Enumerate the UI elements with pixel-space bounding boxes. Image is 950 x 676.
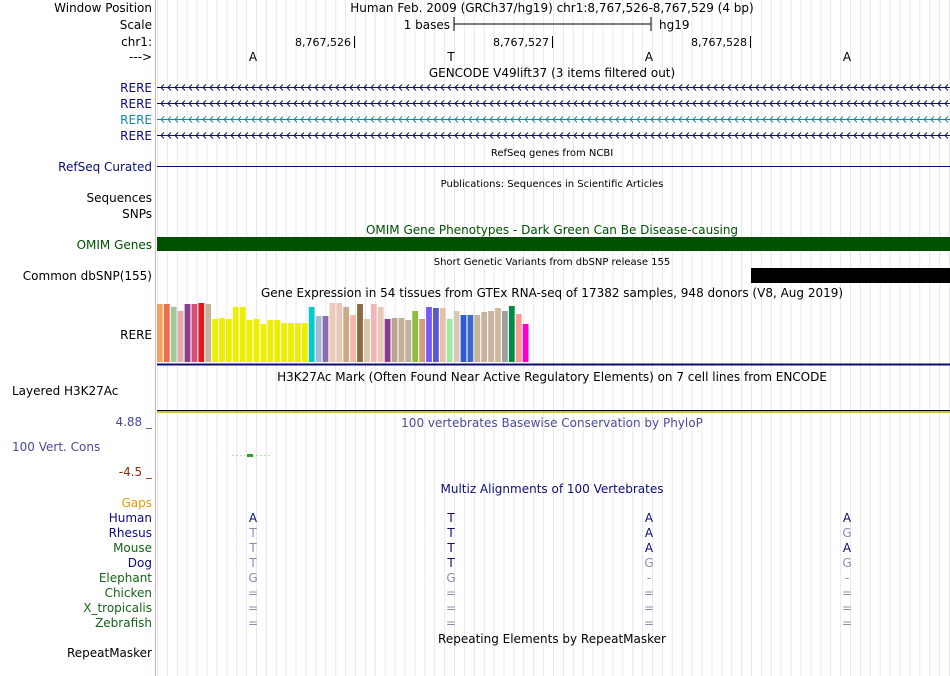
omim-track-label[interactable]: OMIM Genes [76, 238, 152, 252]
scale-value: 1 bases [403, 18, 450, 32]
alignment-base: T [249, 541, 257, 555]
alignment-base: = [247, 586, 259, 600]
alignment-base: A [644, 526, 654, 540]
ruler-position-label: 8,767,527 [493, 36, 549, 49]
alignment-base: = [445, 616, 457, 630]
alignment-base: T [447, 511, 455, 525]
multiz-alignment[interactable] [83, 511, 852, 630]
gtex-tissue-bar[interactable] [523, 324, 529, 362]
gtex-tissue-bar[interactable] [240, 307, 246, 362]
gtex-tissue-bar[interactable] [198, 303, 204, 362]
species-label[interactable]: Chicken [104, 586, 152, 600]
gtex-tissue-bar[interactable] [405, 320, 411, 362]
alignment-base: A [644, 541, 654, 555]
gtex-tissue-bar[interactable] [461, 315, 467, 362]
gtex-tissue-bar[interactable] [205, 304, 211, 362]
alignment-base: A [644, 511, 654, 525]
gtex-tissue-bar[interactable] [516, 314, 522, 362]
gtex-tissue-bar[interactable] [336, 303, 342, 362]
gtex-tissue-bar[interactable] [440, 308, 446, 362]
species-label[interactable]: X_tropicalis [83, 601, 152, 615]
gtex-tissue-bar[interactable] [433, 308, 439, 362]
gtex-tissue-bar[interactable] [447, 319, 453, 362]
gencode-track[interactable] [120, 81, 950, 143]
publications-track-title[interactable]: Publications: Sequences in Scientific Articles [440, 179, 664, 190]
scale-label: Scale [119, 18, 152, 32]
scale-bar [454, 17, 651, 31]
gtex-tissue-bar[interactable] [261, 324, 267, 362]
gaps-label[interactable]: Gaps [121, 496, 152, 510]
species-label[interactable]: Human [108, 511, 152, 525]
gtex-tissue-bar[interactable] [371, 304, 377, 362]
gencode-transcript-label[interactable]: RERE [120, 129, 152, 143]
h3k27ac-track-title[interactable]: H3K27Ac Mark (Often Found Near Active Regulatory Elements) on 7 cell lines from ENCODE [277, 370, 827, 384]
alignment-base: G [644, 556, 654, 570]
dbsnp-track-label[interactable]: Common dbSNP(155) [22, 269, 152, 283]
repeatmasker-track-title[interactable]: Repeating Elements by RepeatMasker [438, 632, 666, 646]
alignment-base: T [447, 541, 455, 555]
conservation-ymax: 4.88 _ [115, 415, 152, 429]
gtex-tissue-bar[interactable] [281, 323, 287, 362]
gtex-tissue-bar[interactable] [350, 315, 356, 362]
gtex-tissue-bar[interactable] [316, 316, 322, 362]
gtex-track-label[interactable]: RERE [120, 328, 152, 342]
alignment-base: T [447, 526, 455, 540]
alignment-base: T [249, 526, 257, 540]
gtex-tissue-bar[interactable] [426, 307, 432, 362]
sequences-track-label[interactable]: Sequences [86, 191, 152, 205]
gtex-tissue-bar[interactable] [412, 311, 418, 362]
gtex-tissue-bar[interactable] [378, 307, 384, 362]
gtex-tissue-bar[interactable] [288, 323, 294, 362]
alignment-base: A [842, 541, 852, 555]
gtex-tissue-bar[interactable] [385, 319, 391, 362]
gtex-tissue-bar[interactable] [343, 307, 349, 362]
alignment-base: A [248, 511, 258, 525]
ruler-position-label: 8,767,528 [691, 36, 747, 49]
gencode-transcript-label[interactable]: RERE [120, 97, 152, 111]
refseq-track-title[interactable]: RefSeq genes from NCBI [490, 148, 614, 159]
alignment-base: = [841, 586, 853, 600]
alignment-base: G [842, 556, 852, 570]
gtex-tissue-bar[interactable] [454, 311, 460, 362]
gencode-transcript-label[interactable]: RERE [120, 81, 152, 95]
refseq-track-label[interactable]: RefSeq Curated [58, 160, 152, 174]
repeatmasker-track-label[interactable]: RepeatMasker [66, 646, 152, 660]
gtex-tissue-bar[interactable] [302, 323, 308, 362]
alignment-base: G [248, 571, 258, 585]
alignment-base: G [842, 526, 852, 540]
gtex-tissue-bar[interactable] [267, 320, 273, 362]
alignment-base: = [643, 601, 655, 615]
reference-base: A [842, 50, 852, 64]
alignment-base: = [841, 616, 853, 630]
alignment-base: T [447, 556, 455, 570]
alignment-base: = [247, 601, 259, 615]
gtex-tissue-bar[interactable] [509, 306, 515, 362]
alignment-base: = [643, 616, 655, 630]
alignment-base: - [844, 571, 850, 585]
species-label[interactable]: Elephant [98, 571, 152, 585]
gtex-tissue-bar[interactable] [502, 311, 508, 362]
gtex-tissue-bar[interactable] [364, 319, 370, 362]
omim-track-title[interactable]: OMIM Gene Phenotypes - Dark Green Can Be Disease-causing [365, 223, 739, 237]
gtex-tissue-bar[interactable] [219, 318, 225, 362]
gencode-track-title[interactable]: GENCODE V49lift37 (3 items filtered out) [428, 66, 676, 80]
species-label[interactable]: Rhesus [108, 526, 152, 540]
gtex-tissue-bar[interactable] [274, 320, 280, 362]
gtex-tissue-bar[interactable] [185, 304, 191, 362]
species-label[interactable]: Mouse [113, 541, 152, 555]
gtex-tissue-bar[interactable] [233, 307, 239, 362]
reference-base: A [644, 50, 654, 64]
scale-assembly: hg19 [659, 18, 690, 32]
gtex-tissue-bar[interactable] [212, 319, 218, 362]
alignment-base: = [445, 586, 457, 600]
conservation-track-label[interactable]: 100 Vert. Cons [12, 440, 101, 454]
snps-track-label[interactable]: SNPs [122, 207, 152, 221]
ruler-position-label: 8,767,526 [295, 36, 351, 49]
gtex-tissue-bar[interactable] [330, 303, 336, 362]
conservation-ymin: -4.5 _ [118, 465, 152, 479]
gtex-tissue-bar[interactable] [419, 319, 425, 362]
strand-label: ---> [128, 50, 152, 64]
dbsnp-track-title[interactable]: Short Genetic Variants from dbSNP release 155 [433, 257, 671, 268]
gtex-tissue-bar[interactable] [474, 315, 480, 362]
h3k27ac-signal[interactable] [157, 411, 950, 413]
window-position-label: Window Position [54, 1, 152, 15]
gtex-tissue-bar[interactable] [323, 316, 329, 362]
gtex-tissue-bar[interactable] [157, 304, 163, 362]
reference-base: T [447, 50, 455, 64]
window-position-value: Human Feb. 2009 (GRCh37/hg19) chr1:8,767,526-8,767,529 (4 bp) [350, 1, 754, 15]
gencode-transcript-label[interactable]: RERE [120, 113, 152, 127]
gtex-tissue-bar[interactable] [357, 304, 363, 362]
species-label[interactable]: Zebrafish [95, 616, 152, 630]
gtex-tissue-bar[interactable] [178, 311, 184, 362]
species-label[interactable]: Dog [127, 556, 152, 570]
alignment-base: - [646, 571, 652, 585]
multiz-track-title[interactable]: Multiz Alignments of 100 Vertebrates [440, 482, 664, 496]
conservation-track-title[interactable]: 100 vertebrates Basewise Conservation by PhyloP [401, 416, 703, 430]
alignment-base: G [446, 571, 456, 585]
alignment-base: = [841, 601, 853, 615]
gtex-tissue-bar[interactable] [392, 318, 398, 362]
gtex-tissue-bar[interactable] [226, 319, 232, 362]
reference-base: A [248, 50, 258, 64]
gtex-tissue-bar[interactable] [247, 320, 253, 362]
gtex-tissue-bar[interactable] [192, 304, 198, 362]
gtex-tissue-bar[interactable] [488, 311, 494, 362]
gtex-tissue-bar[interactable] [495, 308, 501, 362]
h3k27ac-track-label[interactable]: Layered H3K27Ac [12, 384, 119, 398]
alignment-base: = [643, 586, 655, 600]
dbsnp-variant-bar[interactable] [751, 268, 950, 283]
omim-gene-bar[interactable] [157, 237, 950, 251]
alignment-base: = [445, 601, 457, 615]
alignment-base: T [249, 556, 257, 570]
gtex-tissue-bar[interactable] [164, 304, 170, 362]
gtex-expression-bars[interactable] [157, 303, 529, 362]
chrom-label: chr1: [121, 35, 152, 49]
gtex-tissue-bar[interactable] [309, 307, 315, 362]
gtex-tissue-bar[interactable] [399, 318, 405, 362]
gtex-track-title[interactable]: Gene Expression in 54 tissues from GTEx RNA-seq of 17382 samples, 948 donors (V8, Aug 2019) [260, 286, 844, 300]
gtex-tissue-bar[interactable] [254, 319, 260, 362]
gtex-tissue-bar[interactable] [468, 315, 474, 362]
gtex-tissue-bar[interactable] [295, 323, 301, 362]
alignment-base: = [247, 616, 259, 630]
gtex-tissue-bar[interactable] [481, 312, 487, 362]
alignment-base: A [842, 511, 852, 525]
gtex-tissue-bar[interactable] [171, 307, 177, 362]
